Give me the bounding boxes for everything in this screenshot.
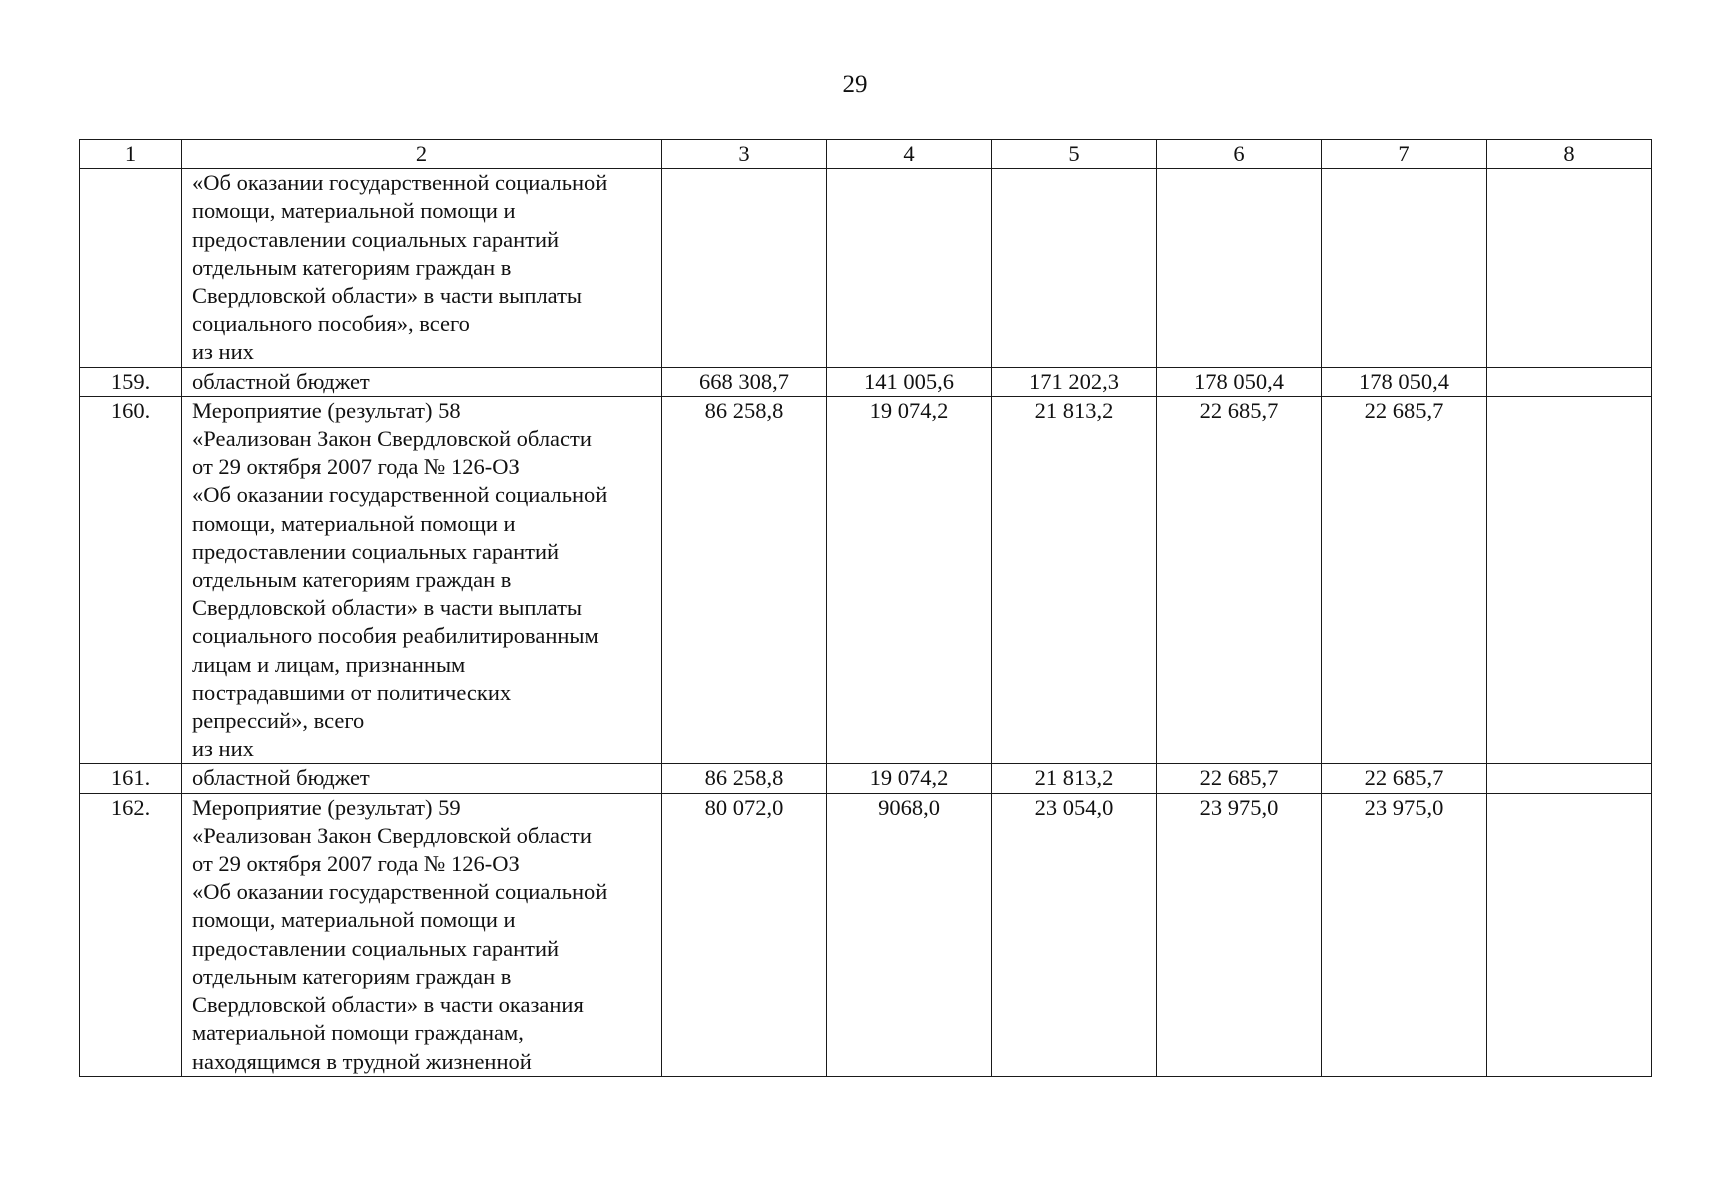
value-col-5 — [992, 169, 1157, 367]
value-col-7: 22 685,7 — [1322, 396, 1487, 764]
value-col-4: 19 074,2 — [827, 764, 992, 793]
value-col-4: 19 074,2 — [827, 396, 992, 764]
value-col-5: 23 054,0 — [992, 793, 1157, 1076]
value-col-7: 22 685,7 — [1322, 764, 1487, 793]
row-description: областной бюджет — [182, 764, 662, 793]
header-cell-1: 1 — [80, 140, 182, 169]
page-number: 29 — [842, 71, 868, 98]
table-row-160 — [80, 396, 1652, 764]
table-header-row — [80, 140, 1652, 169]
value-col-7: 178 050,4 — [1322, 367, 1487, 396]
value-col-5: 21 813,2 — [992, 396, 1157, 764]
value-col-6 — [1157, 169, 1322, 367]
value-col-6: 23 975,0 — [1157, 793, 1322, 1076]
row-number: 162. — [80, 793, 182, 1076]
row-number: 161. — [80, 764, 182, 793]
budget-table — [79, 139, 1652, 1077]
value-col-3 — [662, 169, 827, 367]
table-row-161 — [80, 764, 1652, 793]
row-description: Мероприятие (результат) 59 «Реализован Закон Свердловской области от 29 октября 2007 года № 126-ОЗ «Об оказании государственной социальной помощи, материальной помощи и предоставлении социальных гарантий отдельным категориям граждан в Свердловской области» в части оказания материальной помощи гражданам, находящимся в трудной жизненной — [182, 793, 662, 1076]
value-col-7 — [1322, 169, 1487, 367]
header-cell-8: 8 — [1487, 140, 1652, 169]
value-col-4: 141 005,6 — [827, 367, 992, 396]
table-row-162 — [80, 793, 1652, 1076]
value-col-3: 80 072,0 — [662, 793, 827, 1076]
value-col-8 — [1487, 169, 1652, 367]
row-number — [80, 169, 182, 367]
value-col-6: 22 685,7 — [1157, 396, 1322, 764]
value-col-6: 178 050,4 — [1157, 367, 1322, 396]
header-cell-6: 6 — [1157, 140, 1322, 169]
value-col-5: 21 813,2 — [992, 764, 1157, 793]
table-row-159 — [80, 367, 1652, 396]
value-col-5: 171 202,3 — [992, 367, 1157, 396]
header-cell-5: 5 — [992, 140, 1157, 169]
value-col-3: 86 258,8 — [662, 764, 827, 793]
header-cell-7: 7 — [1322, 140, 1487, 169]
row-number: 159. — [80, 367, 182, 396]
value-col-8 — [1487, 764, 1652, 793]
table-row-continuation — [80, 169, 1652, 367]
header-cell-4: 4 — [827, 140, 992, 169]
value-col-8 — [1487, 396, 1652, 764]
row-description: «Об оказании государственной социальной помощи, материальной помощи и предоставлении социальных гарантий отдельным категориям граждан в Свердловской области» в части выплаты социального пособия», всего из них — [182, 169, 662, 367]
header-cell-2: 2 — [182, 140, 662, 169]
row-number: 160. — [80, 396, 182, 764]
value-col-6: 22 685,7 — [1157, 764, 1322, 793]
value-col-3: 86 258,8 — [662, 396, 827, 764]
value-col-7: 23 975,0 — [1322, 793, 1487, 1076]
value-col-4: 9068,0 — [827, 793, 992, 1076]
value-col-4 — [827, 169, 992, 367]
header-cell-3: 3 — [662, 140, 827, 169]
row-description: областной бюджет — [182, 367, 662, 396]
value-col-8 — [1487, 793, 1652, 1076]
row-description: Мероприятие (результат) 58 «Реализован Закон Свердловской области от 29 октября 2007 года № 126-ОЗ «Об оказании государственной социальной помощи, материальной помощи и предоставлении социальных гарантий отдельным категориям граждан в Свердловской области» в части выплаты социального пособия реабилитированным лицам и лицам, признанным пострадавшими от политических репрессий», всего из них — [182, 396, 662, 764]
value-col-8 — [1487, 367, 1652, 396]
value-col-3: 668 308,7 — [662, 367, 827, 396]
